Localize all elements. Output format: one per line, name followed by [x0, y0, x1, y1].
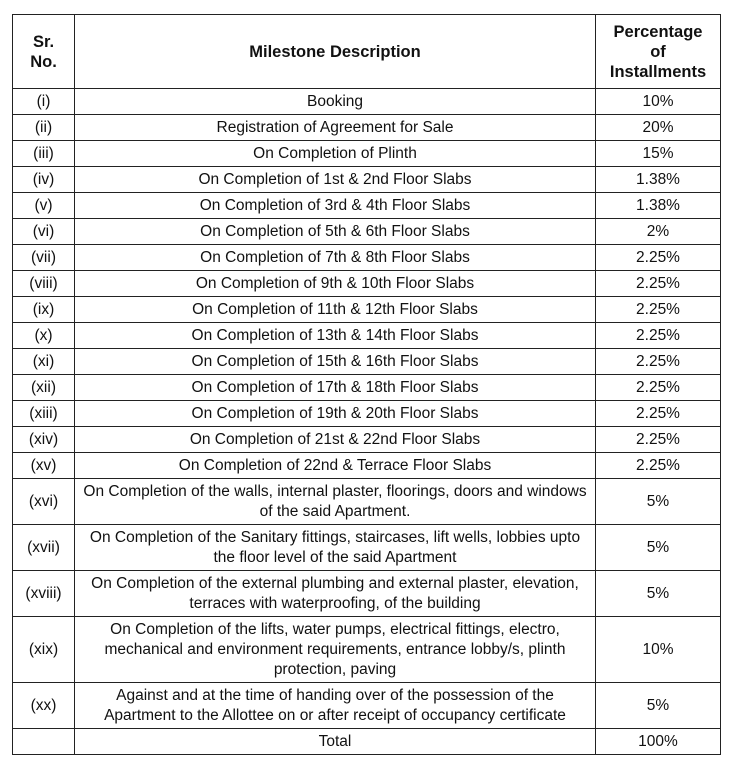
percentage-cell: 2.25% [596, 401, 721, 427]
header-sr-no: Sr. No. [13, 15, 75, 89]
table-row [13, 525, 721, 571]
table-row [13, 115, 721, 141]
sr-cell: (xv) [13, 453, 75, 479]
description-cell: On Completion of 19th & 20th Floor Slabs [75, 401, 596, 427]
sr-cell: (iii) [13, 141, 75, 167]
sr-cell: (iv) [13, 167, 75, 193]
percentage-cell: 5% [596, 571, 721, 617]
sr-cell: (xiii) [13, 401, 75, 427]
table-row [13, 167, 721, 193]
description-cell: Booking [75, 89, 596, 115]
percentage-cell: 5% [596, 479, 721, 525]
sr-cell: (i) [13, 89, 75, 115]
sr-cell: (xii) [13, 375, 75, 401]
description-cell: On Completion of 22nd & Terrace Floor Slabs [75, 453, 596, 479]
percentage-cell: 2.25% [596, 271, 721, 297]
percentage-cell: 20% [596, 115, 721, 141]
table-row [13, 89, 721, 115]
header-description: Milestone Description [75, 15, 596, 89]
description-cell: On Completion of 21st & 22nd Floor Slabs [75, 427, 596, 453]
percentage-cell: 2.25% [596, 297, 721, 323]
description-cell: On Completion of 15th & 16th Floor Slabs [75, 349, 596, 375]
description-cell: On Completion of Plinth [75, 141, 596, 167]
sr-cell: (xi) [13, 349, 75, 375]
percentage-cell: 2.25% [596, 453, 721, 479]
table-row [13, 453, 721, 479]
description-cell: On Completion of the Sanitary fittings, staircases, lift wells, lobbies upto the floor level of the said Apartment [75, 525, 596, 571]
percentage-cell: 2.25% [596, 323, 721, 349]
table-row [13, 193, 721, 219]
description-cell: On Completion of 7th & 8th Floor Slabs [75, 245, 596, 271]
milestone-table [12, 14, 721, 755]
description-cell: On Completion of the lifts, water pumps, electrical fittings, electro, mechanical and environment requirements, entrance lobby/s, plinth protection, paving [75, 617, 596, 683]
percentage-cell: 2.25% [596, 349, 721, 375]
total-label: Total [75, 729, 596, 755]
percentage-cell: 1.38% [596, 193, 721, 219]
table-row [13, 297, 721, 323]
sr-cell: (xix) [13, 617, 75, 683]
percentage-cell: 10% [596, 617, 721, 683]
sr-cell: (ii) [13, 115, 75, 141]
table-row [13, 349, 721, 375]
sr-cell: (ix) [13, 297, 75, 323]
description-cell: On Completion of 13th & 14th Floor Slabs [75, 323, 596, 349]
percentage-cell: 5% [596, 525, 721, 571]
empty-sr-cell [13, 729, 75, 755]
sr-cell: (xiv) [13, 427, 75, 453]
table-row [13, 683, 721, 729]
table-row [13, 479, 721, 525]
description-cell: On Completion of 11th & 12th Floor Slabs [75, 297, 596, 323]
percentage-cell: 5% [596, 683, 721, 729]
table-header-row [13, 15, 721, 89]
sr-cell: (viii) [13, 271, 75, 297]
sr-cell: (v) [13, 193, 75, 219]
header-percentage: Percentage of Installments [596, 15, 721, 89]
description-cell: On Completion of 3rd & 4th Floor Slabs [75, 193, 596, 219]
description-cell: Against and at the time of handing over of the possession of the Apartment to the Allottee on or after receipt of occupancy certificate [75, 683, 596, 729]
description-cell: On Completion of 1st & 2nd Floor Slabs [75, 167, 596, 193]
table-row [13, 219, 721, 245]
description-cell: On Completion of 9th & 10th Floor Slabs [75, 271, 596, 297]
percentage-cell: 1.38% [596, 167, 721, 193]
description-cell: On Completion of the external plumbing and external plaster, elevation, terraces with waterproofing, of the building [75, 571, 596, 617]
percentage-cell: 2.25% [596, 375, 721, 401]
table-row [13, 375, 721, 401]
table-row [13, 617, 721, 683]
table-row [13, 571, 721, 617]
total-row [13, 729, 721, 755]
percentage-cell: 2.25% [596, 427, 721, 453]
sr-cell: (xvi) [13, 479, 75, 525]
table-row [13, 401, 721, 427]
total-percentage: 100% [596, 729, 721, 755]
description-cell: On Completion of 17th & 18th Floor Slabs [75, 375, 596, 401]
table-row [13, 141, 721, 167]
percentage-cell: 2% [596, 219, 721, 245]
table-row [13, 245, 721, 271]
sr-cell: (xviii) [13, 571, 75, 617]
table-row [13, 427, 721, 453]
description-cell: On Completion of the walls, internal plaster, floorings, doors and windows of the said Apartment. [75, 479, 596, 525]
sr-cell: (x) [13, 323, 75, 349]
table-row [13, 271, 721, 297]
description-cell: Registration of Agreement for Sale [75, 115, 596, 141]
sr-cell: (xx) [13, 683, 75, 729]
percentage-cell: 15% [596, 141, 721, 167]
description-cell: On Completion of 5th & 6th Floor Slabs [75, 219, 596, 245]
percentage-cell: 10% [596, 89, 721, 115]
sr-cell: (vii) [13, 245, 75, 271]
sr-cell: (vi) [13, 219, 75, 245]
sr-cell: (xvii) [13, 525, 75, 571]
percentage-cell: 2.25% [596, 245, 721, 271]
table-row [13, 323, 721, 349]
